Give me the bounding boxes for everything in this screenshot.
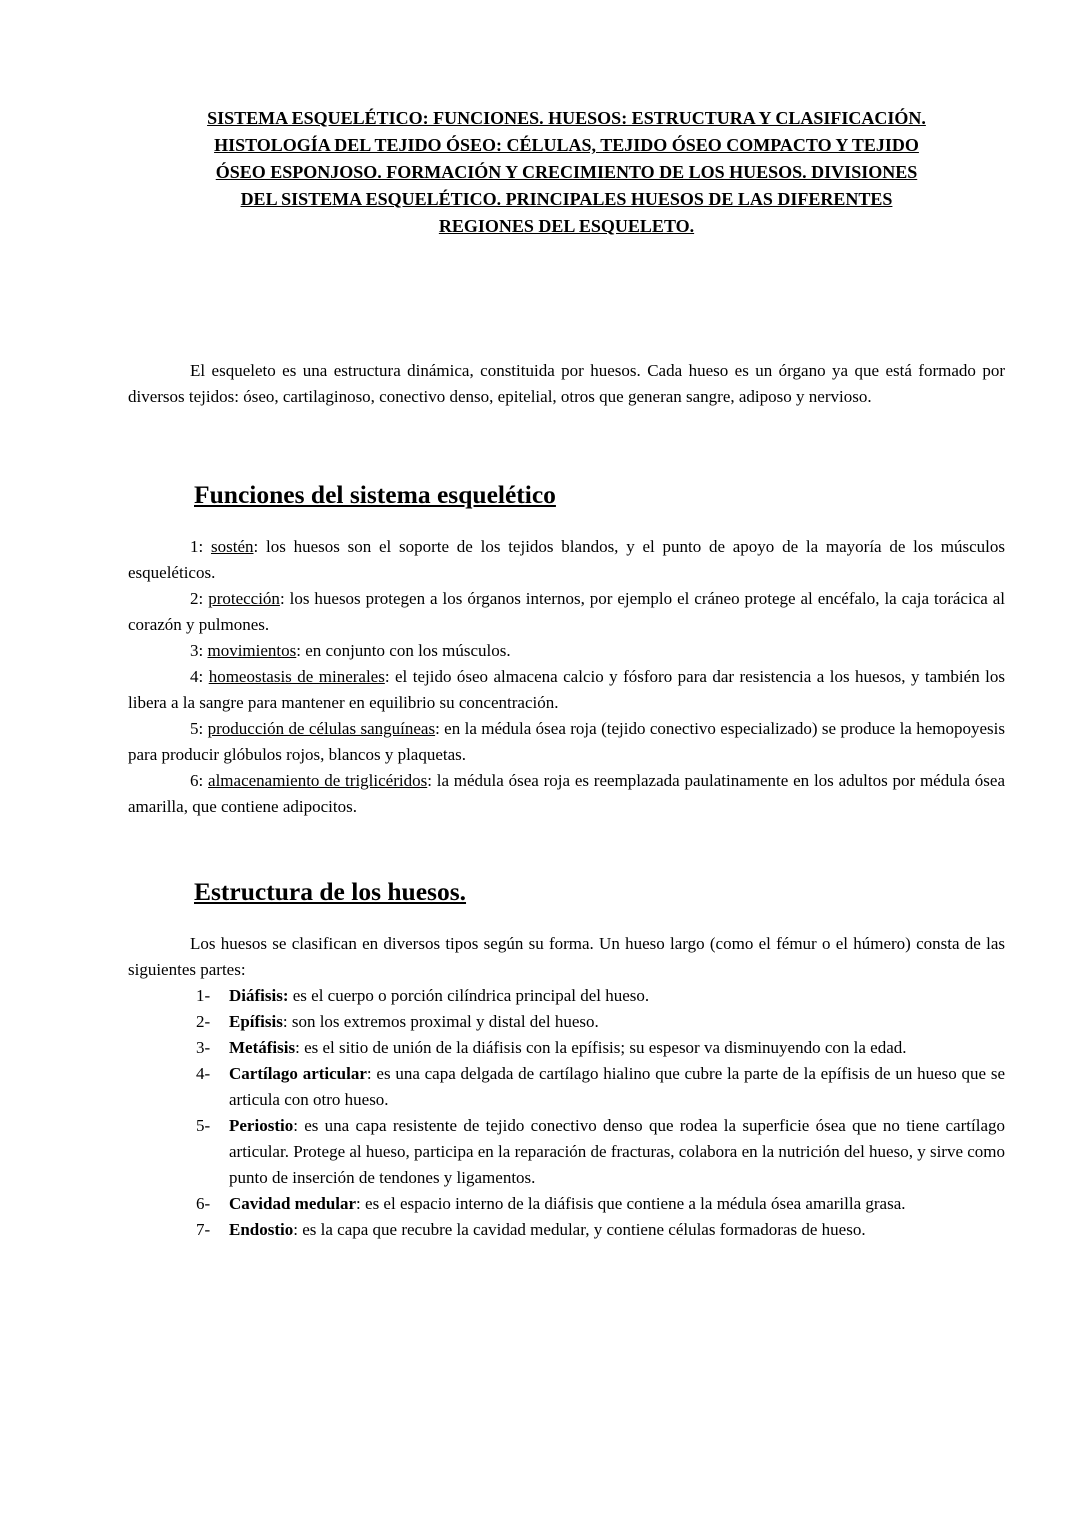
list-item-body <box>229 1191 1005 1217</box>
function-item-term: movimientos <box>207 641 297 660</box>
list-item-text: : son los extremos proximal y distal del hueso. <box>282 1012 599 1031</box>
list-item-text: : es una capa delgada de cartílago hialino que cubre la parte de la epífisis de un hueso que se articula con otro hueso. <box>229 1064 1005 1109</box>
document-title <box>128 105 1005 240</box>
function-item-text: : los huesos son el soporte de los tejidos blandos, y el punto de apoyo de la mayoría de los músculos esqueléticos. <box>128 537 1005 582</box>
list-item-term: Diáfisis: <box>229 986 289 1005</box>
list-item-body <box>229 1009 1005 1035</box>
list-item-term: Periostio <box>229 1116 294 1135</box>
function-item <box>128 716 1005 768</box>
function-item-term: protección <box>208 589 280 608</box>
list-item-number: 2- <box>196 1012 211 1031</box>
function-item-number: 2: <box>190 589 209 608</box>
function-item-text: : la médula ósea roja es reemplazada paulatinamente en los adultos por médula ósea amarilla, que contiene adipocitos. <box>128 771 1005 816</box>
section-heading-estructura: Estructura de los huesos. <box>194 877 467 906</box>
structure-intro-paragraph: Los huesos se clasifican en diversos tipos según su forma. Un hueso largo (como el fémur o el húmero) consta de las siguientes partes: <box>128 934 1005 979</box>
list-item-term: Endostio <box>229 1220 294 1239</box>
document-title-line: HISTOLOGÍA DEL TEJIDO ÓSEO: CÉLULAS, TEJIDO ÓSEO COMPACTO Y TEJIDO <box>214 135 919 155</box>
document-title-line: ÓSEO ESPONJOSO. FORMACIÓN Y CRECIMIENTO DE LOS HUESOS. DIVISIONES <box>215 162 918 182</box>
list-item-term: Cartílago articular <box>229 1064 367 1083</box>
list-item-number: 1- <box>196 986 211 1005</box>
structure-list-item <box>196 1191 1005 1217</box>
document-title-line: DEL SISTEMA ESQUELÉTICO. PRINCIPALES HUESOS DE LAS DIFERENTES <box>240 189 893 209</box>
section-heading-funciones: Funciones del sistema esquelético <box>194 480 556 509</box>
function-item-number: 6: <box>190 771 209 790</box>
intro-paragraph: El esqueleto es una estructura dinámica, constituida por huesos. Cada hueso es un órgano ya que está formado por diversos tejidos: óseo, cartilaginoso, conectivo denso, epitelial, otros que generan sangre, adiposo y nervioso. <box>128 361 1005 406</box>
structure-list-item <box>196 1217 1005 1243</box>
function-item <box>128 638 1005 664</box>
list-item-text: : es una capa resistente de tejido conectivo denso que rodea la superficie ósea que no tiene cartílago articular. Protege al hueso, participa en la reparación de fracturas, colabora en la nutrición del hueso, y sirve como punto de inserción de tendones y ligamentos. <box>229 1116 1006 1187</box>
list-item-text: : es el sitio de unión de la diáfisis con la epífisis; su espesor va disminuyendo con la edad. <box>295 1038 907 1057</box>
list-item-number: 5- <box>196 1116 211 1135</box>
function-item-number: 1: <box>190 537 211 556</box>
functions-list <box>128 534 1005 820</box>
function-item-number: 4: <box>190 667 209 686</box>
list-item-text: : es el espacio interno de la diáfisis que contiene a la médula ósea amarilla grasa. <box>356 1194 906 1213</box>
structure-list-item <box>196 1035 1005 1061</box>
structure-list-item <box>196 1009 1005 1035</box>
list-item-number: 4- <box>196 1064 211 1083</box>
list-item-body <box>229 1035 1005 1061</box>
structure-list <box>196 983 1005 1243</box>
function-item-text: : los huesos protegen a los órganos internos, por ejemplo el cráneo protege al encéfalo, la caja torácica al corazón y pulmones. <box>128 589 1005 634</box>
function-item <box>128 534 1005 586</box>
list-item-body <box>229 1217 1005 1243</box>
function-item <box>128 768 1005 820</box>
function-item <box>128 586 1005 638</box>
list-item-term: Cavidad medular <box>229 1194 357 1213</box>
list-item-body <box>229 983 1005 1009</box>
function-item-term: sostén <box>210 537 254 556</box>
structure-list-item <box>196 1113 1005 1191</box>
function-item-text: : el tejido óseo almacena calcio y fósforo para dar resistencia a los huesos, y también los libera a la sangre para mantener en equilibrio su concentración. <box>128 667 1005 712</box>
function-item-number: 5: <box>190 719 208 738</box>
list-item-number: 7- <box>196 1220 211 1239</box>
function-item-term: almacenamiento de triglicéridos <box>208 771 428 790</box>
list-item-body <box>229 1113 1005 1191</box>
list-item-term: Epífisis <box>229 1012 283 1031</box>
function-item-term: producción de células sanguíneas <box>207 719 436 738</box>
function-item-number: 3: <box>190 641 208 660</box>
list-item-text: es el cuerpo o porción cilíndrica principal del hueso. <box>288 986 650 1005</box>
list-item-body <box>229 1061 1005 1113</box>
function-item-text: : en la médula ósea roja (tejido conectivo especializado) se produce la hemopoyesis para producir glóbulos rojos, blancos y plaquetas. <box>128 719 1005 764</box>
function-item-text: : en conjunto con los músculos. <box>296 641 511 660</box>
structure-list-item <box>196 983 1005 1009</box>
list-item-term: Metáfisis <box>229 1038 296 1057</box>
list-item-text: : es la capa que recubre la cavidad medular, y contiene células formadoras de hueso. <box>293 1220 866 1239</box>
list-item-number: 3- <box>196 1038 211 1057</box>
function-item <box>128 664 1005 716</box>
document-title-line: REGIONES DEL ESQUELETO. <box>438 216 695 236</box>
function-item-term: homeostasis de minerales <box>208 667 385 686</box>
structure-list-item <box>196 1061 1005 1113</box>
list-item-number: 6- <box>196 1194 211 1213</box>
document-title-line: SISTEMA ESQUELÉTICO: FUNCIONES. HUESOS: ESTRUCTURA Y CLASIFICACIÓN. <box>207 108 926 128</box>
